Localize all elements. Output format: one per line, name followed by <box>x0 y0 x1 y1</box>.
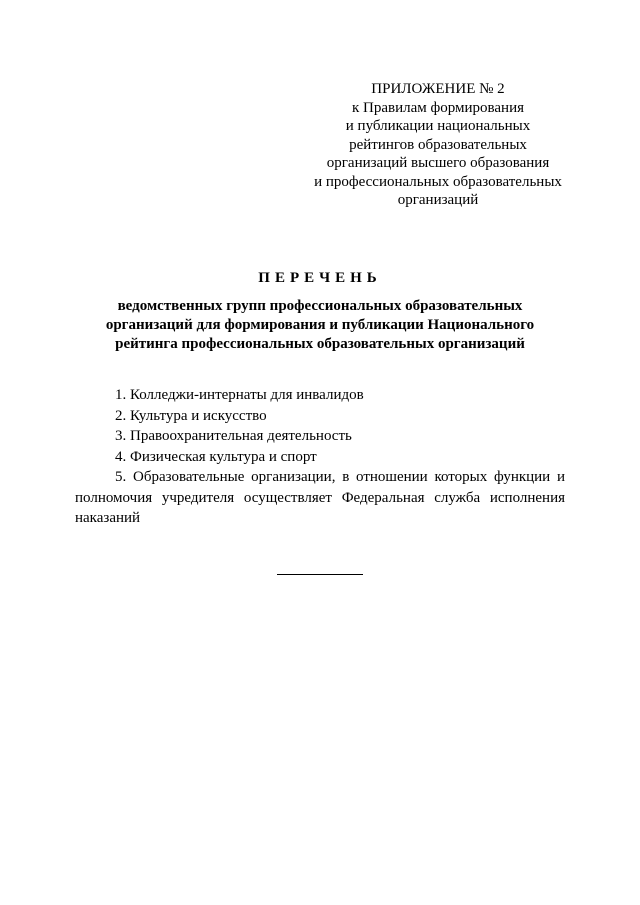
document-subtitle <box>60 297 580 354</box>
appendix-line: ПРИЛОЖЕНИЕ № 2 <box>371 81 505 97</box>
list-item: 1. Колледжи-интернаты для инвалидов <box>115 387 364 403</box>
end-divider-line <box>277 574 363 575</box>
list-item: 2. Культура и искусство <box>115 407 267 424</box>
document-title: ПЕРЕЧЕНЬ <box>258 270 382 286</box>
list-item: 3. Правоохранительная деятельность <box>115 428 352 444</box>
appendix-line: организаций <box>397 192 479 208</box>
appendix-line: организаций высшего образования <box>326 155 550 171</box>
list-item: 5. Образовательные организации, в отношении которых функции и полномочия учредителя осуществляет Федеральная служба исполнения наказаний <box>75 469 565 526</box>
appendix-line: к Правилам формирования <box>351 99 525 116</box>
subtitle-line: рейтинга профессиональных образовательных организаций <box>115 336 525 352</box>
subtitle-line: ведомственных групп профессиональных образовательных <box>117 298 523 314</box>
subtitle-line: организаций для формирования и публикации Национального <box>105 317 535 333</box>
list-item: 4. Физическая культура и спорт <box>115 448 317 465</box>
appendix-line: рейтингов образовательных <box>349 136 527 153</box>
appendix-line: и профессиональных образовательных <box>314 173 562 190</box>
group-list <box>75 385 565 529</box>
appendix-header <box>300 80 576 210</box>
appendix-line: и публикации национальных <box>345 118 531 134</box>
